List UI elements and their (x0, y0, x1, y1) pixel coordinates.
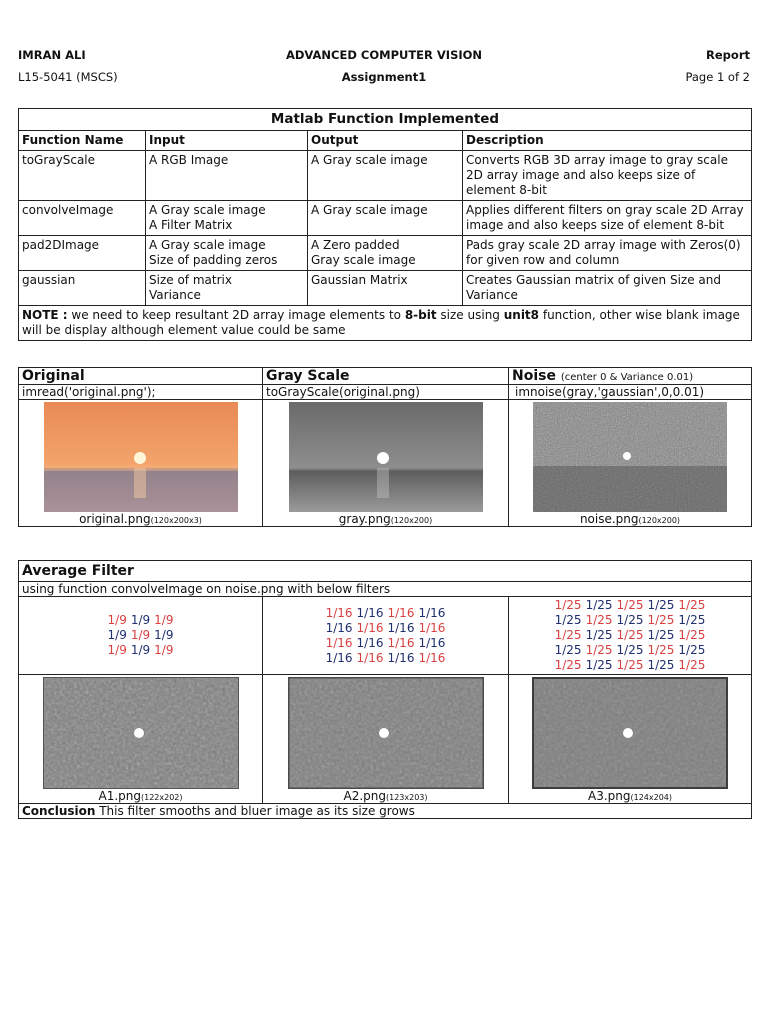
function-output: Gaussian Matrix (308, 271, 463, 306)
kernel-value: 1/16 (418, 620, 446, 635)
gray-image (289, 402, 483, 512)
kernel-value: 1/25 (647, 613, 675, 627)
a1-size: (122x202) (140, 793, 183, 802)
note-bold-unit8: unit8 (503, 308, 540, 322)
kernel-value: 1/16 (356, 620, 384, 635)
kernel-row (512, 643, 748, 658)
kernel-value: 1/16 (418, 650, 446, 665)
a2-filename: A2.png (343, 789, 386, 803)
kernel-row (266, 651, 505, 666)
kernel-value: 1/16 (418, 635, 446, 650)
kernel-5x5 (509, 597, 752, 675)
function-input: A RGB Image (146, 151, 308, 201)
kernel-row (266, 636, 505, 651)
kernel-value: 1/25 (585, 598, 613, 612)
kernel-value: 1/16 (325, 620, 353, 635)
kernel-value: 1/16 (325, 650, 353, 665)
kernel-value: 1/25 (585, 658, 613, 672)
average-filter-subtitle: using function convolveImage on noise.png with below filters (19, 582, 752, 597)
kernel-value: 1/9 (154, 643, 174, 657)
function-name: convolveImage (19, 201, 146, 236)
assignment-title: Assignment1 (341, 70, 427, 84)
function-description: Creates Gaussian matrix of given Size and Variance (463, 271, 752, 306)
images-table (18, 367, 752, 527)
average-filter-title: Average Filter (19, 561, 752, 582)
kernel-value: 1/16 (356, 635, 384, 650)
kernel-value: 1/9 (107, 613, 127, 627)
noise-params: (center 0 & Variance 0.01) (560, 372, 694, 383)
original-title: Original (22, 368, 85, 384)
noise-image-cell (509, 400, 752, 527)
kernel-grid (512, 598, 748, 673)
doc-type: Report (706, 48, 750, 62)
kernel-value: 1/16 (356, 605, 384, 620)
kernel-row (512, 658, 748, 673)
gray-title: Gray Scale (266, 368, 350, 384)
kernel-value: 1/16 (356, 650, 384, 665)
kernel-value: 1/25 (647, 598, 675, 612)
gray-code: toGrayScale(original.png) (263, 385, 509, 400)
a3-size: (124x204) (630, 793, 672, 802)
kernel-row (512, 613, 748, 628)
kernel-value: 1/25 (554, 598, 582, 612)
kernel-value: 1/16 (418, 605, 446, 620)
kernel-value: 1/16 (387, 620, 415, 635)
kernel-value: 1/9 (130, 643, 151, 657)
noise-heading (509, 368, 752, 385)
average-filter-table (18, 560, 752, 819)
note-text-2: size using (436, 308, 504, 322)
kernel-value: 1/25 (585, 643, 613, 657)
kernel-value: 1/25 (554, 643, 582, 657)
kernel-value: 1/25 (554, 628, 582, 642)
kernel-row (266, 621, 505, 636)
function-name: toGrayScale (19, 151, 146, 201)
kernel-grid (266, 606, 505, 666)
function-name: gaussian (19, 271, 146, 306)
col-header-input: Input (146, 131, 308, 151)
a2-image-cell (263, 675, 509, 804)
table-row (19, 271, 752, 306)
noise-title: Noise (512, 368, 556, 384)
note-text-3: function, other wise blank image will be display although element value could be same (22, 308, 740, 337)
function-output: A Zero padded Gray scale image (308, 236, 463, 271)
page-number: Page 1 of 2 (685, 70, 750, 84)
note-cell (19, 306, 752, 341)
function-output: A Gray scale image (308, 151, 463, 201)
kernel-value: 1/25 (647, 643, 675, 657)
kernel-value: 1/16 (325, 635, 353, 650)
conclusion-cell (19, 804, 752, 819)
a3-image-cell (509, 675, 752, 804)
gray-size: (120x200) (390, 516, 433, 525)
kernel-row (22, 643, 259, 658)
function-input: Size of matrix Variance (146, 271, 308, 306)
function-description: Applies different filters on gray scale 2D Array image and also keeps size of element 8-bit (463, 201, 752, 236)
kernel-4x4 (263, 597, 509, 675)
gray-image-cell (263, 400, 509, 527)
table-row (19, 236, 752, 271)
note-text-1: we need to keep resultant 2D array image elements to (67, 308, 405, 322)
student-id: L15-5041 (MSCS) (18, 70, 118, 84)
kernel-value: 1/25 (616, 658, 644, 672)
author-name: IMRAN ALI (18, 48, 86, 62)
kernel-value: 1/25 (616, 598, 644, 612)
kernel-value: 1/9 (130, 628, 151, 642)
kernel-value: 1/25 (678, 613, 706, 627)
kernel-value: 1/25 (678, 643, 706, 657)
kernel-row (512, 628, 748, 643)
gray-filename: gray.png (338, 512, 391, 526)
kernel-value: 1/25 (616, 613, 644, 627)
function-output: A Gray scale image (308, 201, 463, 236)
kernel-value: 1/16 (387, 605, 415, 620)
table-row (19, 201, 752, 236)
kernel-value: 1/9 (154, 613, 174, 627)
a3-image (532, 677, 728, 789)
kernel-grid (22, 613, 259, 658)
original-size: (120x200x3) (150, 516, 202, 525)
kernel-value: 1/16 (387, 650, 415, 665)
kernel-row (512, 598, 748, 613)
kernel-value: 1/25 (647, 658, 675, 672)
noise-code: imnoise(gray,'gaussian',0,0.01) (509, 385, 752, 400)
original-image (44, 402, 238, 512)
course-title: ADVANCED COMPUTER VISION (285, 48, 483, 62)
col-header-function-name: Function Name (19, 131, 146, 151)
kernel-row (266, 606, 505, 621)
note-label: NOTE : (22, 308, 68, 322)
kernel-value: 1/16 (387, 635, 415, 650)
function-description: Converts RGB 3D array image to gray scale 2D array image and also keeps size of element 8-bit (463, 151, 752, 201)
noise-image (533, 402, 727, 512)
kernel-value: 1/25 (647, 628, 675, 642)
original-code: imread('original.png'); (19, 385, 263, 400)
noise-size: (120x200) (638, 516, 681, 525)
functions-table-title: Matlab Function Implemented (19, 109, 752, 131)
kernel-value: 1/25 (554, 613, 582, 627)
kernel-value: 1/25 (554, 658, 582, 672)
kernel-value: 1/25 (678, 628, 706, 642)
functions-table (18, 108, 752, 341)
table-row (19, 151, 752, 201)
conclusion-text: This filter smooths and bluer image as its size grows (95, 804, 415, 818)
original-image-cell (19, 400, 263, 527)
kernel-value: 1/25 (616, 628, 644, 642)
a1-image-cell (19, 675, 263, 804)
kernel-row (22, 628, 259, 643)
kernel-3x3 (19, 597, 263, 675)
kernel-value: 1/25 (585, 613, 613, 627)
a3-filename: A3.png (587, 789, 631, 803)
kernel-value: 1/9 (154, 628, 174, 642)
col-header-output: Output (308, 131, 463, 151)
gray-heading (263, 368, 509, 385)
kernel-value: 1/25 (678, 658, 706, 672)
original-filename: original.png (79, 512, 151, 526)
kernel-value: 1/25 (616, 643, 644, 657)
kernel-row (22, 613, 259, 628)
function-name: pad2DImage (19, 236, 146, 271)
kernel-value: 1/9 (107, 628, 127, 642)
function-input: A Gray scale image A Filter Matrix (146, 201, 308, 236)
function-input: A Gray scale image Size of padding zeros (146, 236, 308, 271)
kernel-value: 1/9 (130, 613, 151, 627)
a2-image (288, 677, 484, 789)
col-header-description: Description (463, 131, 752, 151)
note-bold-8bit: 8-bit (404, 308, 437, 322)
original-heading (19, 368, 263, 385)
conclusion-label: Conclusion (22, 804, 96, 818)
kernel-value: 1/16 (325, 605, 353, 620)
kernel-value: 1/25 (585, 628, 613, 642)
noise-filename: noise.png (579, 512, 639, 526)
kernel-value: 1/9 (107, 643, 127, 657)
a2-size: (123x203) (385, 793, 428, 802)
function-description: Pads gray scale 2D array image with Zeros(0) for given row and column (463, 236, 752, 271)
a1-image (43, 677, 239, 789)
a1-filename: A1.png (98, 789, 141, 803)
kernel-value: 1/25 (678, 598, 706, 612)
